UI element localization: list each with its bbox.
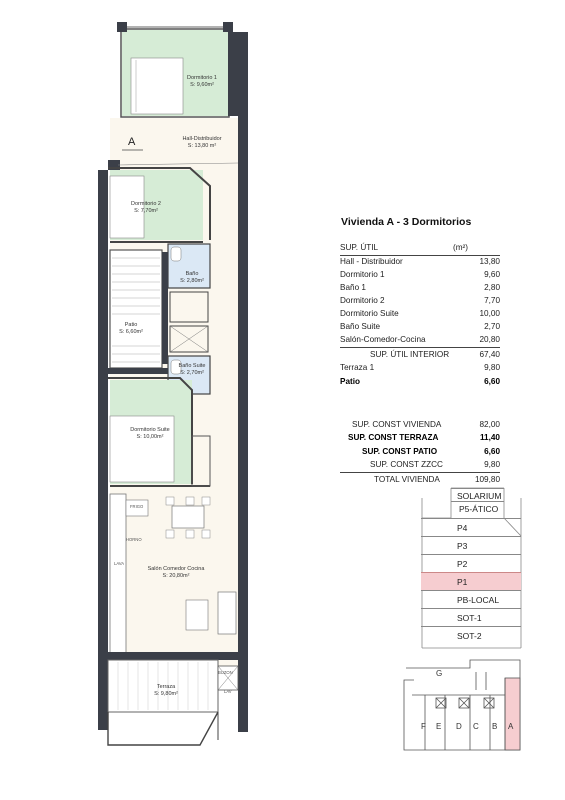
- level-p5-atico: [451, 502, 504, 518]
- label-lava: LAVA: [114, 561, 125, 566]
- const-value: 9,80: [484, 460, 500, 469]
- level-label: SOT-1: [457, 613, 482, 623]
- util-interior-value: 67,40: [479, 350, 500, 359]
- label-lav: LAV: [224, 689, 232, 694]
- bed-dormitorio-suite: [110, 416, 174, 482]
- label-dormitorio-1: Dormitorio 1: [187, 75, 217, 81]
- patio-label: Patio: [340, 377, 361, 386]
- header-rule: [340, 255, 500, 256]
- key-plan-unit-a-label: A: [508, 722, 514, 731]
- area-hall: S: 13,80 m²: [187, 143, 217, 149]
- header-label: SUP. ÚTIL: [340, 243, 379, 252]
- level-label: P5-ÁTICO: [459, 504, 499, 514]
- unit-marker: A: [128, 136, 136, 148]
- area-patio: S: 6,60m²: [119, 329, 143, 335]
- const-label: SUP. CONST ZZCC: [370, 460, 443, 469]
- summary-row: [340, 296, 500, 308]
- header-unit: (m²): [453, 243, 468, 252]
- const-row: [340, 433, 500, 445]
- const-row: [340, 460, 500, 472]
- label-salon: Salón Comedor Cocina: [147, 566, 205, 572]
- util-interior-row: [340, 350, 500, 362]
- terraza-label: Terraza 1: [340, 363, 375, 372]
- summary-row: [340, 309, 500, 321]
- right-wall: [238, 32, 248, 732]
- const-value: 11,40: [479, 433, 500, 442]
- summary-row: [340, 270, 500, 282]
- level-p4: [421, 518, 521, 536]
- patio-row: [340, 377, 500, 389]
- label-buzon: BUZON: [218, 670, 233, 675]
- const-row: [340, 420, 500, 432]
- summary-row: [340, 283, 500, 295]
- label-terraza: Terraza: [156, 684, 176, 690]
- summary-header: [340, 243, 500, 255]
- interior-rule: [340, 347, 500, 348]
- row-label: Baño 1: [340, 283, 366, 292]
- area-salon: S: 20,80m²: [162, 573, 190, 579]
- level-label: P2: [457, 559, 468, 569]
- row-value: 9,60: [484, 270, 500, 279]
- level-label: P4: [457, 523, 468, 533]
- area-dormitorio-1: S: 9,60m²: [190, 82, 214, 88]
- row-label: Baño Suite: [340, 322, 381, 331]
- area-bano-suite: S: 2,70m²: [180, 370, 204, 376]
- bed-dormitorio-2: [110, 176, 144, 238]
- row-value: 13,80: [479, 257, 500, 266]
- row-value: 10,00: [479, 309, 500, 318]
- const-label: SUP. CONST TERRAZA: [348, 433, 439, 442]
- level-label: P1: [457, 577, 468, 587]
- area-terraza: S: 9,80m²: [154, 691, 178, 697]
- label-bano: Baño: [185, 271, 199, 277]
- row-label: Dormitorio 2: [340, 296, 385, 305]
- util-interior-label: SUP. ÚTIL INTERIOR: [370, 350, 450, 359]
- summary-row: [340, 257, 500, 269]
- row-value: 2,80: [484, 283, 500, 292]
- key-plan-unit-a: [505, 678, 520, 750]
- label-bano-suite: Baño Suite: [178, 363, 206, 369]
- key-plan-unit-b-label: B: [492, 722, 498, 731]
- key-plan-unit-e-label: E: [436, 722, 442, 731]
- const-row: [340, 447, 500, 459]
- unit-title: Vivienda A - 3 Dormitorios: [341, 216, 472, 228]
- bed-dormitorio-1: [131, 58, 183, 114]
- const-value: 82,00: [479, 420, 500, 429]
- key-plan-unit-c-label: C: [473, 722, 479, 731]
- area-dormitorio-2: S: 7,70m²: [134, 208, 158, 214]
- level-p3: [421, 536, 521, 554]
- level-pb-local: [421, 590, 521, 608]
- level-label: SOLARIUM: [457, 491, 502, 501]
- terraza-row: [340, 363, 500, 375]
- row-label: Dormitorio Suite: [340, 309, 399, 318]
- dining-table: [172, 506, 204, 528]
- left-wall: [98, 170, 108, 730]
- row-value: 20,80: [479, 335, 500, 344]
- sofa: [218, 592, 236, 634]
- level-sot-1: [421, 608, 521, 626]
- label-hall: Hall-Distribuidor: [182, 136, 222, 142]
- const-label: SUP. CONST VIVIENDA: [352, 420, 442, 429]
- key-plan-block-g: G: [436, 669, 443, 678]
- level-p1-current: [421, 572, 521, 590]
- row-label: Hall - Distribuidor: [340, 257, 403, 266]
- label-horno: HORNO: [126, 537, 142, 542]
- const-label: SUP. CONST PATIO: [362, 447, 438, 456]
- key-plan: [404, 660, 520, 750]
- total-row: [340, 475, 500, 487]
- terraza-value: 9,80: [484, 363, 500, 372]
- const-value: 6,60: [484, 447, 500, 456]
- total-value: 109,80: [474, 475, 500, 484]
- label-dormitorio-2: Dormitorio 2: [131, 201, 161, 207]
- summary-row: [340, 322, 500, 334]
- area-dormitorio-suite: S: 10,00m²: [136, 434, 164, 440]
- label-frigo: FRIGO: [130, 504, 144, 509]
- patio-value: 6,60: [484, 377, 500, 386]
- key-plan-unit-d-label: D: [456, 722, 462, 731]
- level-label: SOT-2: [457, 631, 482, 641]
- row-label: Salón-Comedor-Cocina: [340, 335, 426, 344]
- level-solarium: [451, 488, 504, 502]
- row-value: 2,70: [484, 322, 500, 331]
- total-rule: [340, 472, 500, 473]
- total-label: TOTAL VIVIENDA: [374, 475, 440, 484]
- label-dormitorio-suite: Dormitorio Suite: [130, 427, 170, 433]
- label-patio: Patio: [124, 322, 138, 328]
- row-value: 7,70: [484, 296, 500, 305]
- level-p2: [421, 554, 521, 572]
- row-label: Dormitorio 1: [340, 270, 385, 279]
- level-label: P3: [457, 541, 468, 551]
- area-bano: S: 2,80m²: [180, 278, 204, 284]
- key-plan-unit-f: F: [421, 722, 426, 731]
- kitchen-counter: [110, 494, 126, 654]
- level-label: PB-LOCAL: [457, 595, 500, 605]
- summary-row: [340, 335, 500, 347]
- level-sot-2: [421, 626, 521, 644]
- room-patio: [110, 250, 162, 368]
